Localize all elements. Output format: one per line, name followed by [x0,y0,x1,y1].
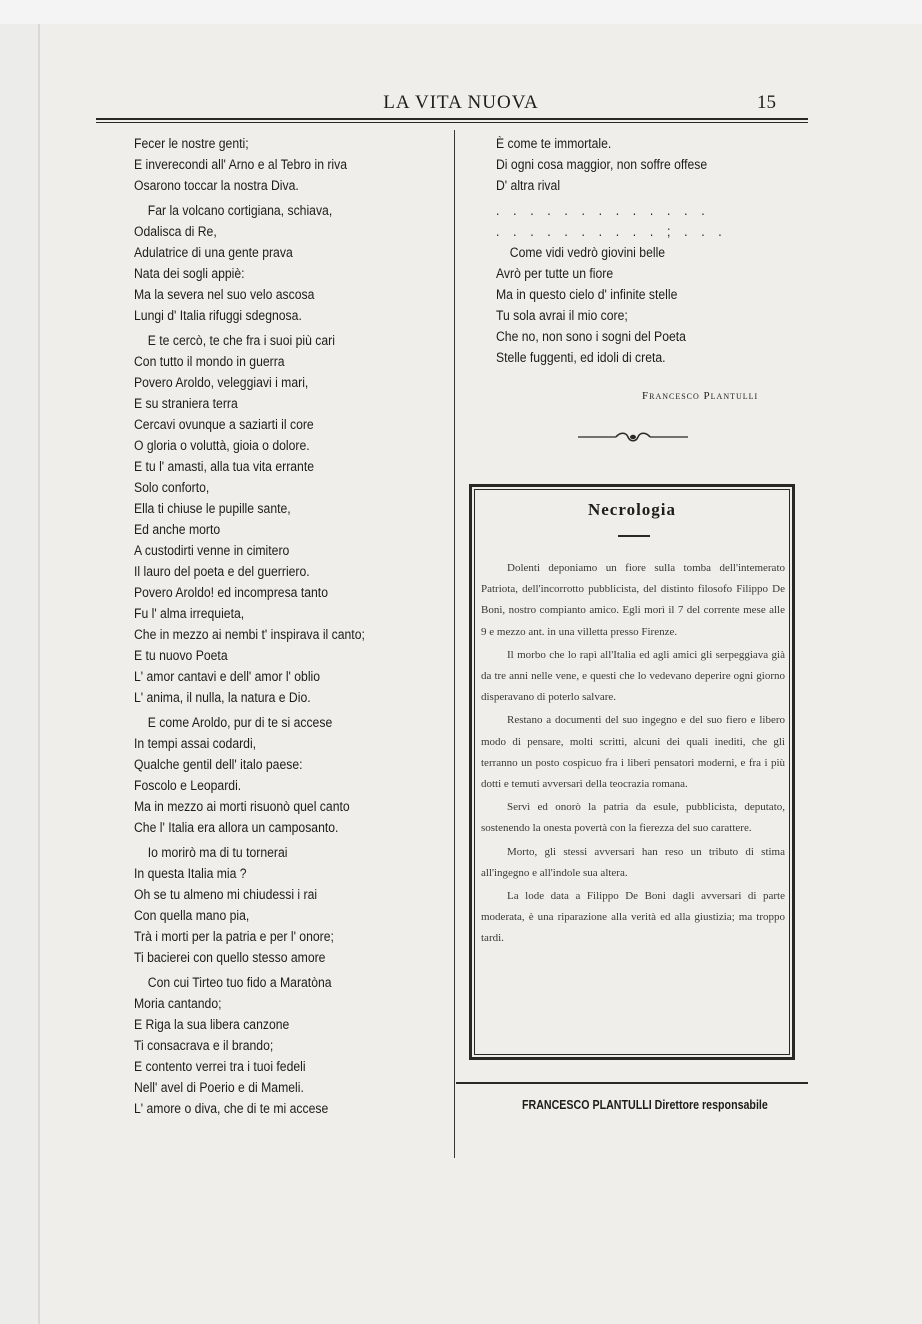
poem-line: Con quella mano pia, [134,908,250,924]
poem-line: Con cui Tirteo tuo fido a Maratòna [147,975,332,991]
right-column-poem [496,134,727,373]
poem-line: Fecer le nostre genti; [134,136,249,152]
scan-top-margin [0,0,922,24]
obituary-body [481,558,785,952]
poem-line: Di ogni cosa maggior, non soffre offese [496,157,708,173]
header-rule-thin [96,122,808,123]
poem-line: Adulatrice di una gente prava [134,245,293,261]
poem-line: Tu sola avrai il mio core; [496,308,628,324]
poem-line: In tempi assai codardi, [134,736,257,752]
footer-rule [456,1082,808,1084]
poem-stanza-4 [134,713,365,839]
obituary-paragraph: La lode data a Filippo De Boni dagli avversari di parte moderata, è una riparazione alla verità ed alla giustizia; ma troppo tardi. [481,890,785,945]
poem-line: E tu l' amasti, alla tua vita errante [134,459,315,475]
page-fold-line [38,24,40,1324]
poem-line: E te cercò, te che fra i suoi più cari [147,333,335,349]
obituary-title-rule [618,535,650,537]
poem-line: L' amore o diva, che di te mi accese [134,1101,329,1117]
poem-line: O gloria o voluttà, gioia o dolore. [134,438,310,454]
obituary-paragraph: Dolenti deponiamo un fiore sulla tomba dell'intemerato Patriota, dell'incorrotto pubblicista, del distinto filosofo Filippo De Boni, nostro compianto amico. Egli morì il 7 del corrente mese alle 9 e mezzo ant. in una villetta presso Firenze. [481,562,785,638]
ellipsis-row: . . . . . . . . . . ; . . . [496,224,727,240]
poem-signature: Francesco Plantulli [642,390,759,402]
poem-line: E come Aroldo, pur di te si accese [147,715,333,731]
poem-line: Con tutto il mondo in guerra [134,354,285,370]
poem-line: Povero Aroldo, veleggiavi i mari, [134,375,309,391]
column-separator [454,130,455,1158]
poem-line: Povero Aroldo! ed incompresa tanto [134,585,328,601]
poem-line: Cercavi ovunque a saziarti il core [134,417,314,433]
obituary-title: Necrologia [587,500,677,519]
poem-line: Foscolo e Leopardi. [134,778,242,794]
poem-stanza-continued [496,134,727,197]
poem-line: E tu nuovo Poeta [134,648,228,664]
poem-line: Io morirò ma di tu tornerai [147,845,288,861]
poem-line: Che no, non sono i sogni del Poeta [496,329,686,345]
editor-credit: FRANCESCO PLANTULLI Direttore responsabile [522,1097,768,1112]
obituary-paragraph: Restano a documenti del suo ingegno e del suo fiero e libero modo di pensare, molti scritti, alcuni dei quali inediti, che gli terranno un posto cospicuo fra i liberi pensatori moderni, e fra i più dotti e temuti avversari della teocrazia romana. [481,714,785,791]
poem-line: Nell' avel di Poerio e di Mameli. [134,1080,304,1096]
obituary-paragraph: Morto, gli stessi avversari han reso un tributo di stima all'ingegno e all'indole sua altera. [481,845,785,879]
scan-left-gutter [0,24,38,1324]
obituary-paragraph: Servì ed onorò la patria da esule, pubblicista, deputato, sostenendo la onesta povertà con la fierezza del suo carattere. [481,801,785,835]
poem-stanza-2 [134,201,365,327]
poem-stanza-3 [134,331,365,709]
poem-stanza-final [496,243,727,369]
poem-line: Ti consacrava e il brando; [134,1038,274,1054]
poem-line: Stelle fuggenti, ed idoli di creta. [496,350,666,366]
poem-line: Ed anche morto [134,522,221,538]
poem-line: D' altra rival [496,178,561,194]
poem-line: Ella ti chiuse le pupille sante, [134,501,291,517]
ornament-divider-icon [578,430,688,444]
poem-line: Il lauro del poeta e del guerriero. [134,564,310,580]
left-column-poem [134,134,365,1124]
poem-line: Che l' Italia era allora un camposanto. [134,820,339,836]
poem-line: A custodirti venne in cimitero [134,543,290,559]
poem-line: Oh se tu almeno mi chiudessi i rai [134,887,318,903]
poem-line: Ma in questo cielo d' infinite stelle [496,287,678,303]
poem-line: Solo conforto, [134,480,210,496]
poem-line: Nata dei sogli appiè: [134,266,245,282]
poem-line: Ma la severa nel suo velo ascosa [134,287,315,303]
poem-line: Odalisca di Re, [134,224,217,240]
poem-stanza-6 [134,973,365,1120]
poem-line: E Riga la sua libera canzone [134,1017,290,1033]
poem-line: Avrò per tutte un fiore [496,266,614,282]
poem-stanza-1 [134,134,365,197]
poem-line: È come te immortale. [496,136,612,152]
poem-line: L' anima, il nulla, la natura e Dio. [134,690,311,706]
ellipsis-row: . . . . . . . . . . . . . [496,203,710,219]
poem-line: Lungi d' Italia rifuggi sdegnosa. [134,308,302,324]
running-title: LA VITA NUOVA [383,92,539,113]
poem-line: Che in mezzo ai nembi t' inspirava il canto; [134,627,365,643]
poem-line: In questa Italia mia ? [134,866,247,882]
poem-line: E inverecondi all' Arno e al Tebro in riva [134,157,348,173]
poem-line: Fu l' alma irrequieta, [134,606,245,622]
obituary-paragraph: Il morbo che lo rapì all'Italia ed agli amici gli serpeggiava già da tre anni nelle vene, e questi che lo vedevano deperire ogni giorno disperavano di poterlo salvare. [481,648,785,704]
poem-line: E su straniera terra [134,396,238,412]
poem-line: E contento verrei tra i tuoi fedeli [134,1059,306,1075]
poem-line: Far la volcano cortigiana, schiava, [147,203,333,219]
poem-line: Come vidi vedrò giovini belle [509,245,666,261]
page-number: 15 [757,92,776,113]
poem-stanza-5 [134,843,365,969]
poem-line: Osarono toccar la nostra Diva. [134,178,299,194]
poem-line: L' amor cantavi e dell' amor l' oblio [134,669,321,685]
poem-line: Qualche gentil dell' italo paese: [134,757,303,773]
poem-line: Trà i morti per la patria e per l' onore; [134,929,334,945]
header-rule-thick [96,118,808,120]
poem-line: Ma in mezzo ai morti risuonò quel canto [134,799,350,815]
poem-line: Moria cantando; [134,996,222,1012]
poem-line: Ti bacierei con quello stesso amore [134,950,326,966]
